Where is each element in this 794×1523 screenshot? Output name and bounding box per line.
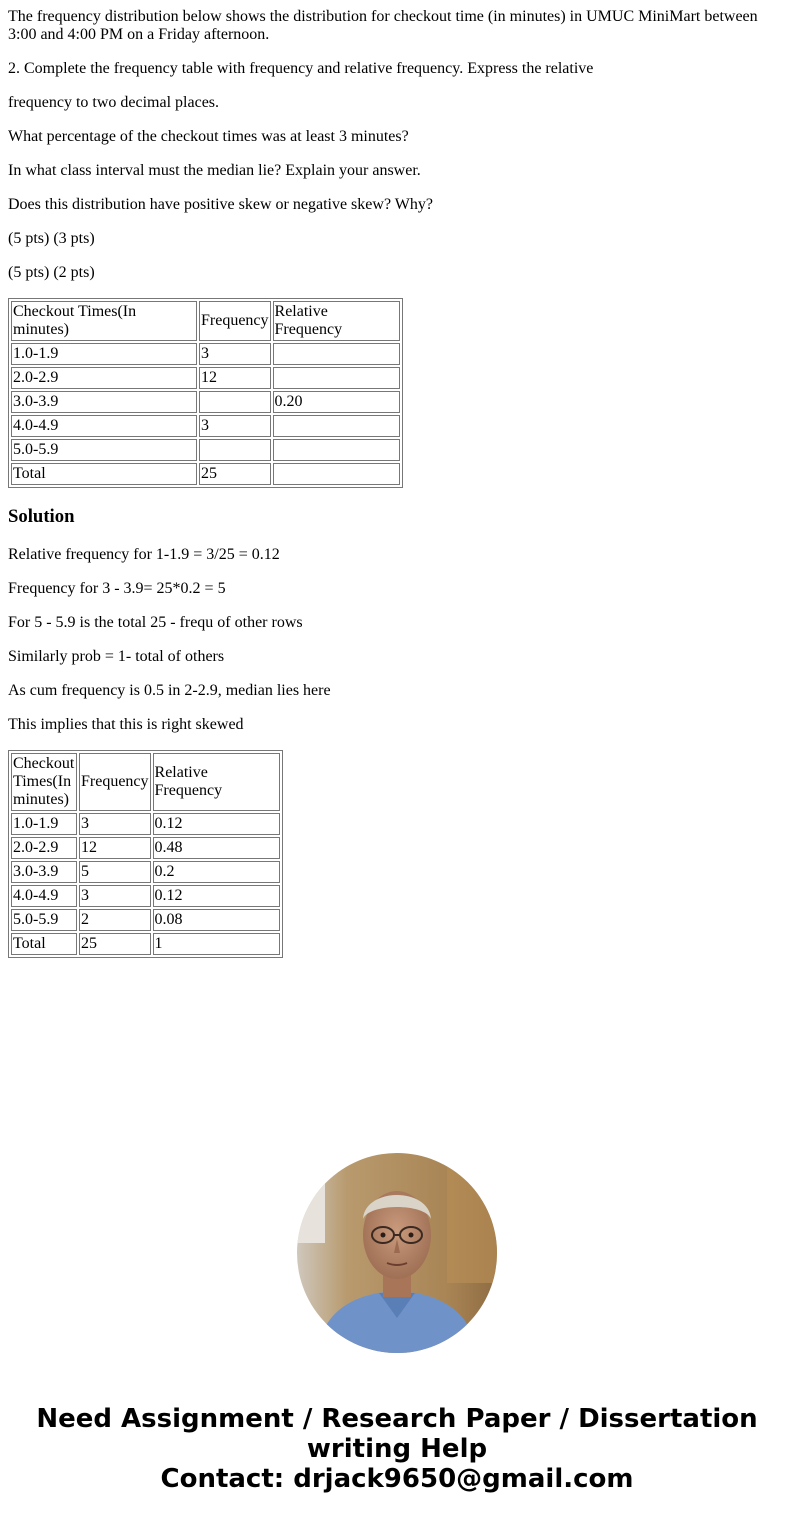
table-row xyxy=(11,861,280,883)
question-frequency-table xyxy=(8,298,403,488)
promo-contact: Contact: drjack9650@gmail.com xyxy=(160,1464,634,1494)
table-cell: 2.0-2.9 xyxy=(11,367,197,389)
solution-frequency-table xyxy=(8,750,283,958)
solution-line: As cum frequency is 0.5 in 2-2.9, median lies here xyxy=(8,682,331,699)
table-cell xyxy=(199,439,271,461)
table-row xyxy=(11,933,280,955)
table-header-cell: Checkout Times(In minutes) xyxy=(11,301,197,341)
table-row xyxy=(11,343,400,365)
question-line: What percentage of the checkout times was at least 3 minutes? xyxy=(8,128,409,145)
table-cell xyxy=(199,391,271,413)
table-cell: 0.48 xyxy=(153,837,280,859)
table-cell: 1 xyxy=(153,933,280,955)
table-header-cell: Frequency xyxy=(199,301,271,341)
table-cell: Total xyxy=(11,933,77,955)
solution-line: For 5 - 5.9 is the total 25 - frequ of other rows xyxy=(8,614,303,631)
table-header-cell: Checkout Times(In minutes) xyxy=(11,753,77,811)
table-cell xyxy=(273,415,400,437)
table-cell: 0.20 xyxy=(273,391,400,413)
table-header-cell: Frequency xyxy=(79,753,151,811)
table-cell xyxy=(273,439,400,461)
author-portrait-image xyxy=(297,1153,497,1353)
table-cell xyxy=(273,343,400,365)
table-cell: 3.0-3.9 xyxy=(11,861,77,883)
table-header-cell: Relative Frequency xyxy=(153,753,280,811)
author-avatar xyxy=(297,1153,497,1353)
table-row xyxy=(11,391,400,413)
table-cell: 25 xyxy=(199,463,271,485)
table-row xyxy=(11,837,280,859)
promo-line: writing Help xyxy=(306,1434,488,1464)
table-cell: 2 xyxy=(79,909,151,931)
table-row xyxy=(11,439,400,461)
table-header-cell: Relative Frequency xyxy=(273,301,400,341)
table-cell: 12 xyxy=(79,837,151,859)
table-cell: 0.2 xyxy=(153,861,280,883)
table-cell: 1.0-1.9 xyxy=(11,813,77,835)
question-line: Does this distribution have positive skew or negative skew? Why? xyxy=(8,196,433,213)
table-cell: 1.0-1.9 xyxy=(11,343,197,365)
table-cell: 0.08 xyxy=(153,909,280,931)
table-cell: 3 xyxy=(79,885,151,907)
table-cell: 3 xyxy=(79,813,151,835)
solution-heading: Solution xyxy=(8,506,75,527)
table-cell: 5 xyxy=(79,861,151,883)
question-line: In what class interval must the median lie? Explain your answer. xyxy=(8,162,421,179)
table-cell: 12 xyxy=(199,367,271,389)
table-header-row xyxy=(11,301,400,341)
table-cell: 3.0-3.9 xyxy=(11,391,197,413)
solution-line: This implies that this is right skewed xyxy=(8,716,244,733)
table-cell xyxy=(273,463,400,485)
question-intro: The frequency distribution below shows the distribution for checkout time (in minutes) in UMUC MiniMart between 3:00 and 4:00 PM on a Friday afternoon. xyxy=(8,8,758,43)
table-row xyxy=(11,813,280,835)
solution-line: Similarly prob = 1- total of others xyxy=(8,648,225,665)
table-row xyxy=(11,367,400,389)
question-line: (5 pts) (3 pts) xyxy=(8,230,95,247)
solution-line: Relative frequency for 1-1.9 = 3/25 = 0.12 xyxy=(8,546,280,563)
promo-banner xyxy=(0,1404,794,1494)
table-cell: 3 xyxy=(199,343,271,365)
question-line: frequency to two decimal places. xyxy=(8,94,220,111)
table-row xyxy=(11,909,280,931)
document-body xyxy=(8,8,778,974)
table-cell: 5.0-5.9 xyxy=(11,439,197,461)
table-cell: 0.12 xyxy=(153,885,280,907)
table-cell: Total xyxy=(11,463,197,485)
table-row xyxy=(11,463,400,485)
question-line: (5 pts) (2 pts) xyxy=(8,264,95,281)
table-cell: 25 xyxy=(79,933,151,955)
table-row xyxy=(11,885,280,907)
solution-line: Frequency for 3 - 3.9= 25*0.2 = 5 xyxy=(8,580,226,597)
table-row xyxy=(11,415,400,437)
question-line: 2. Complete the frequency table with frequency and relative frequency. Express the relative xyxy=(8,60,594,77)
table-cell: 3 xyxy=(199,415,271,437)
table-cell xyxy=(273,367,400,389)
table-cell: 2.0-2.9 xyxy=(11,837,77,859)
table-cell: 0.12 xyxy=(153,813,280,835)
table-cell: 4.0-4.9 xyxy=(11,415,197,437)
promo-line: Need Assignment / Research Paper / Dissertation xyxy=(36,1404,758,1434)
table-header-row xyxy=(11,753,280,811)
table-cell: 4.0-4.9 xyxy=(11,885,77,907)
table-cell: 5.0-5.9 xyxy=(11,909,77,931)
